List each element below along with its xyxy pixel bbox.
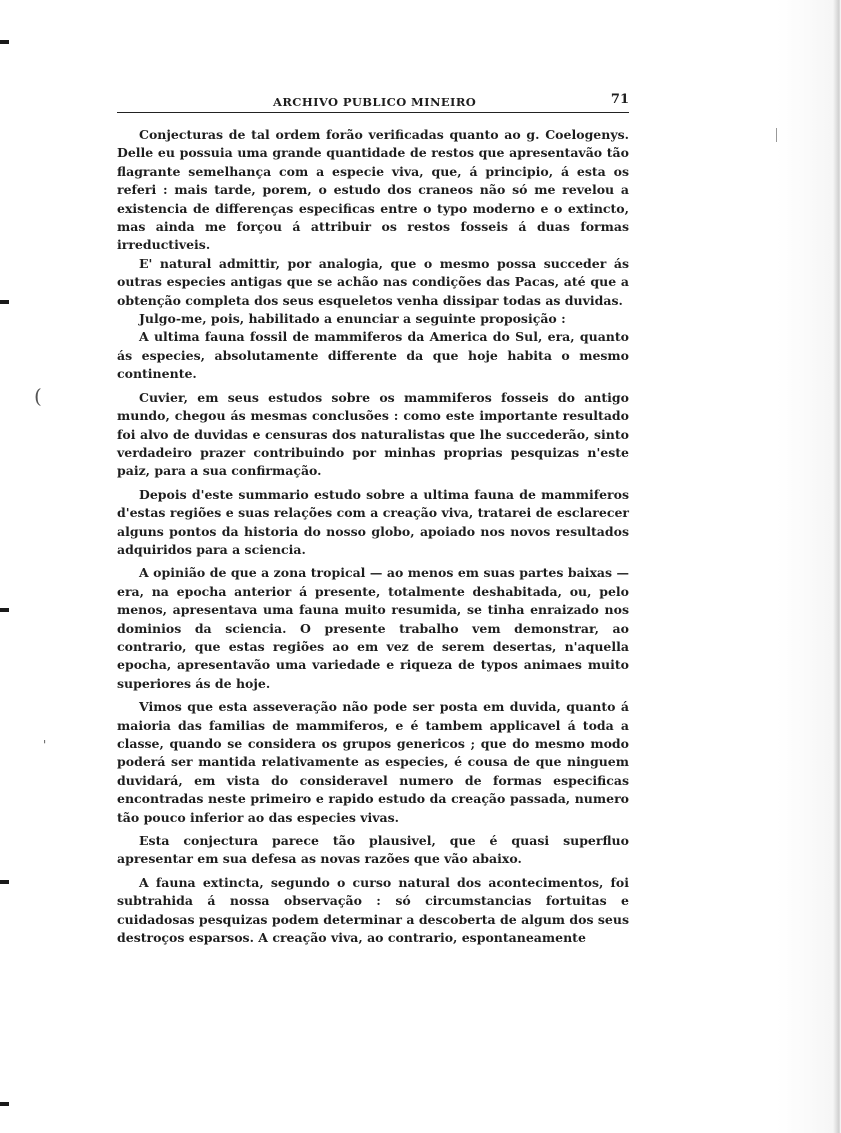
binding-mark — [0, 608, 9, 612]
paragraph: Esta conjectura parece tão plausivel, que é quasi superfluo apresentar em sua defesa as novas razões que vão abaixo. — [117, 833, 629, 867]
paragraph: A ultima fauna fossil de mammiferos da America do Sul, era, quanto ás especies, absolutamente differente da que hoje habita o mesmo continente. — [117, 329, 629, 382]
scan-page-edge — [777, 0, 841, 1133]
margin-mark: ( — [34, 384, 42, 408]
body-text — [117, 126, 629, 947]
paragraph: Julgo-me, pois, habilitado a enunciar a seguinte proposição : — [139, 311, 566, 327]
binding-mark — [0, 1102, 9, 1106]
binding-mark — [0, 880, 9, 884]
paragraph: A opinião de que a zona tropical — ao menos em suas partes baixas — era, na epocha anterior á presente, totalmente deshabitada, ou, pelo menos, apresentava uma fauna muito resumida, se tinha enraizado nos dominios da sciencia. O presente trabalho vem demonstrar, ao contrario, que estas regiões ao em vez de serem desertas, n'aquella epocha, apresentavão uma variedade e riqueza de typos animaes muito superiores ás de hoje. — [117, 565, 629, 691]
running-title: ARCHIVO PUBLICO MINEIRO — [273, 95, 477, 109]
paragraph: Conjecturas de tal ordem forão verificadas quanto ao g. Coelogenys. Delle eu possuia uma grande quantidade de restos que apresentavão tão flagrante semelhança com a especie viva, que, á principio, á esta os referi : mais tarde, porem, o estudo dos craneos não só me revelou a existencia de differenças especificas entre o typo moderno e o extincto, mas ainda me forçou á attribuir os restos fosseis á duas formas irreductiveis. — [117, 127, 629, 253]
page-number: 71 — [610, 92, 629, 107]
binding-mark — [0, 40, 9, 44]
margin-mark: ' — [43, 738, 47, 752]
binding-mark — [0, 300, 9, 304]
paragraph: A fauna extincta, segundo o curso natural dos acontecimentos, foi subtrahida á nossa observação : só circumstancias fortuitas e cuidadosas pesquizas podem determinar a descoberta de algum dos seus destroços esparsos. A creação viva, ao contrario, espontaneamente — [117, 874, 629, 946]
margin-rule — [776, 128, 777, 142]
paragraph: Depois d'este summario estudo sobre a ultima fauna de mammiferos d'estas regiões e suas relações com a creação viva, tratarei de esclarecer alguns pontos da historia do nosso globo, apoiado nos novos resultados adquiridos para a sciencia. — [117, 486, 629, 557]
paragraph: Vimos que esta asseveração não pode ser posta em duvida, quanto á maioria das familias de mammiferos, e é tambem applicavel á toda a classe, quando se considera os grupos genericos ; que do mesmo modo poderá ser mantida relativamente as especies, é cousa de que ninguem duvidará, em vista do consideravel numero de formas especificas encontradas neste primeiro e rapido estudo da creação passada, numero tão pouco inferior ao das especies vivas. — [117, 699, 629, 825]
paragraph: Cuvier, em seus estudos sobre os mammiferos fosseis do antigo mundo, chegou ás mesmas conclusões : como este importante resultado foi alvo de duvidas e censuras dos naturalistas que lhe succederão, sinto verdadeiro prazer contribuindo por minhas proprias pesquizas n'este paiz, para a sua confirmação. — [117, 389, 629, 479]
paragraph: E' natural admittir, por analogia, que o mesmo possa succeder ás outras especies antigas que se achão nas condições das Pacas, até que a obtenção completa dos seus esqueletos venha dissipar todas as duvidas. — [117, 255, 629, 308]
page-header — [117, 90, 629, 113]
